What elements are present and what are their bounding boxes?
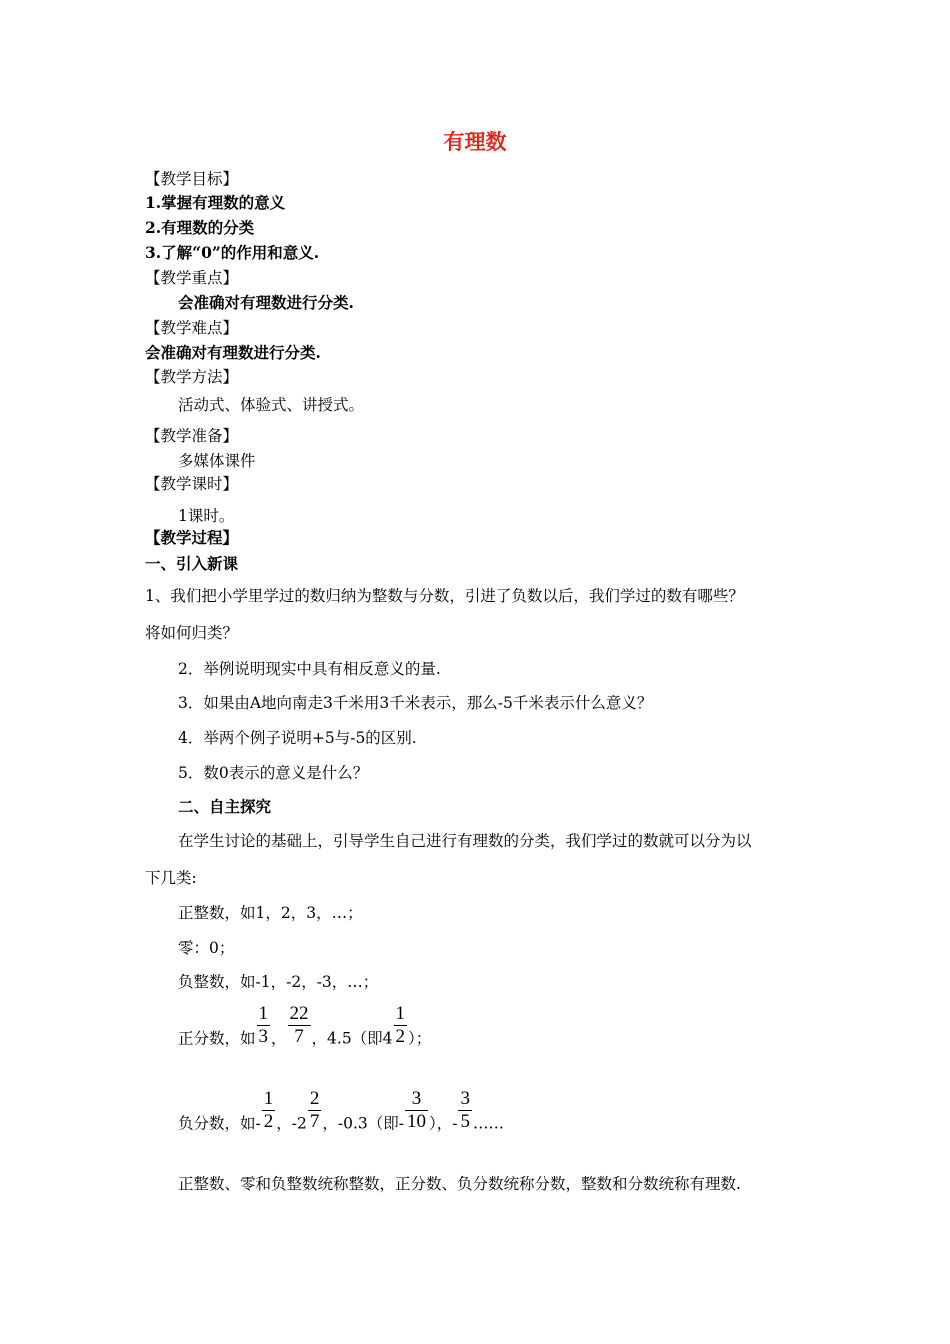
page-title: 有理数 [443, 129, 507, 154]
question-1-line2: 将如何归类？ [145, 624, 239, 642]
neg-frac-label: 负分数，如- [178, 1114, 261, 1133]
fraction-denominator: 2 [263, 1111, 274, 1132]
separator: ），- [428, 1114, 458, 1133]
question-2: 2．举例说明现实中具有相反意义的量. [178, 660, 441, 678]
goal-item-2: 2.有理数的分类 [145, 218, 255, 237]
fraction-numerator: 1 [263, 1088, 274, 1109]
prep-heading: 【教学准备】 [145, 427, 239, 445]
fraction-denominator: 7 [309, 1111, 320, 1132]
fraction-denominator: 7 [288, 1025, 311, 1048]
key-text: 会准确对有理数进行分类. [178, 293, 354, 312]
fraction-numerator: 2 [309, 1088, 320, 1109]
method-text: 活动式、体验式、讲授式。 [178, 396, 365, 414]
difficulty-text: 会准确对有理数进行分类. [145, 343, 321, 362]
separator: ，-2 [276, 1114, 307, 1133]
time-heading: 【教学课时】 [145, 475, 239, 493]
separator: ， [271, 1029, 287, 1048]
separator: ，-0.3（即- [322, 1114, 404, 1133]
line-end: …… [472, 1114, 504, 1133]
fraction [288, 1003, 311, 1048]
method-heading: 【教学方法】 [145, 368, 239, 386]
question-4: 4．举两个例子说明+5与-5的区别. [178, 729, 417, 747]
fraction-numerator: 22 [289, 1003, 309, 1024]
fraction [257, 1003, 271, 1048]
question-1-line1: 1、我们把小学里学过的数归纳为整数与分数，引进了负数以后，我们学过的数有哪些？ [145, 587, 744, 605]
part2-heading: 二、自主探究 [178, 797, 272, 816]
goal-heading: 【教学目标】 [145, 170, 239, 188]
fraction-denominator: 3 [258, 1026, 269, 1047]
negative-integers: 负整数，如-1，-2，-3，…； [178, 973, 379, 991]
fraction [308, 1088, 322, 1133]
positive-integers: 正整数，如1，2，3，…； [178, 904, 363, 922]
fraction [262, 1088, 276, 1133]
prep-text: 多媒体课件 [178, 452, 256, 470]
fraction-denominator: 10 [406, 1111, 426, 1132]
line-end: ）； [408, 1029, 432, 1048]
difficulty-heading: 【教学难点】 [145, 319, 239, 337]
fraction-numerator: 3 [460, 1088, 470, 1109]
intro-line2: 下几类: [145, 869, 197, 887]
question-5: 5．数0表示的意义是什么？ [178, 764, 369, 782]
fraction [458, 1088, 472, 1133]
part1-heading: 一、引入新课 [145, 554, 239, 573]
summary-text: 正整数、零和负整数统称整数，正分数、负分数统称分数，整数和分数统称有理数. [178, 1175, 741, 1193]
fraction [405, 1088, 428, 1133]
fraction-denominator: 5 [460, 1111, 470, 1132]
goal-item-3: 3.了解“0”的作用和意义. [145, 243, 320, 262]
zero-line: 零：0； [178, 939, 235, 957]
positive-fractions [178, 1003, 431, 1049]
question-3: 3．如果由A地向南走3千米用3千米表示，那么-5千米表示什么意义？ [178, 694, 653, 712]
fraction [394, 1003, 408, 1048]
intro-line1: 在学生讨论的基础上，引导学生自己进行有理数的分类，我们学过的数就可以分为以 [178, 832, 752, 850]
process-heading: 【教学过程】 [145, 528, 239, 547]
fraction-denominator: 2 [395, 1026, 406, 1047]
fraction-numerator: 1 [395, 1003, 406, 1024]
negative-fractions [178, 1088, 504, 1134]
separator: ，4.5（即4 [311, 1029, 393, 1048]
key-heading: 【教学重点】 [145, 269, 239, 287]
goal-item-1: 1.掌握有理数的意义 [145, 193, 286, 212]
fraction-numerator: 1 [258, 1003, 269, 1024]
fraction-numerator: 3 [411, 1088, 422, 1109]
time-text: 1课时。 [178, 507, 235, 525]
pos-frac-label: 正分数，如 [178, 1029, 256, 1048]
